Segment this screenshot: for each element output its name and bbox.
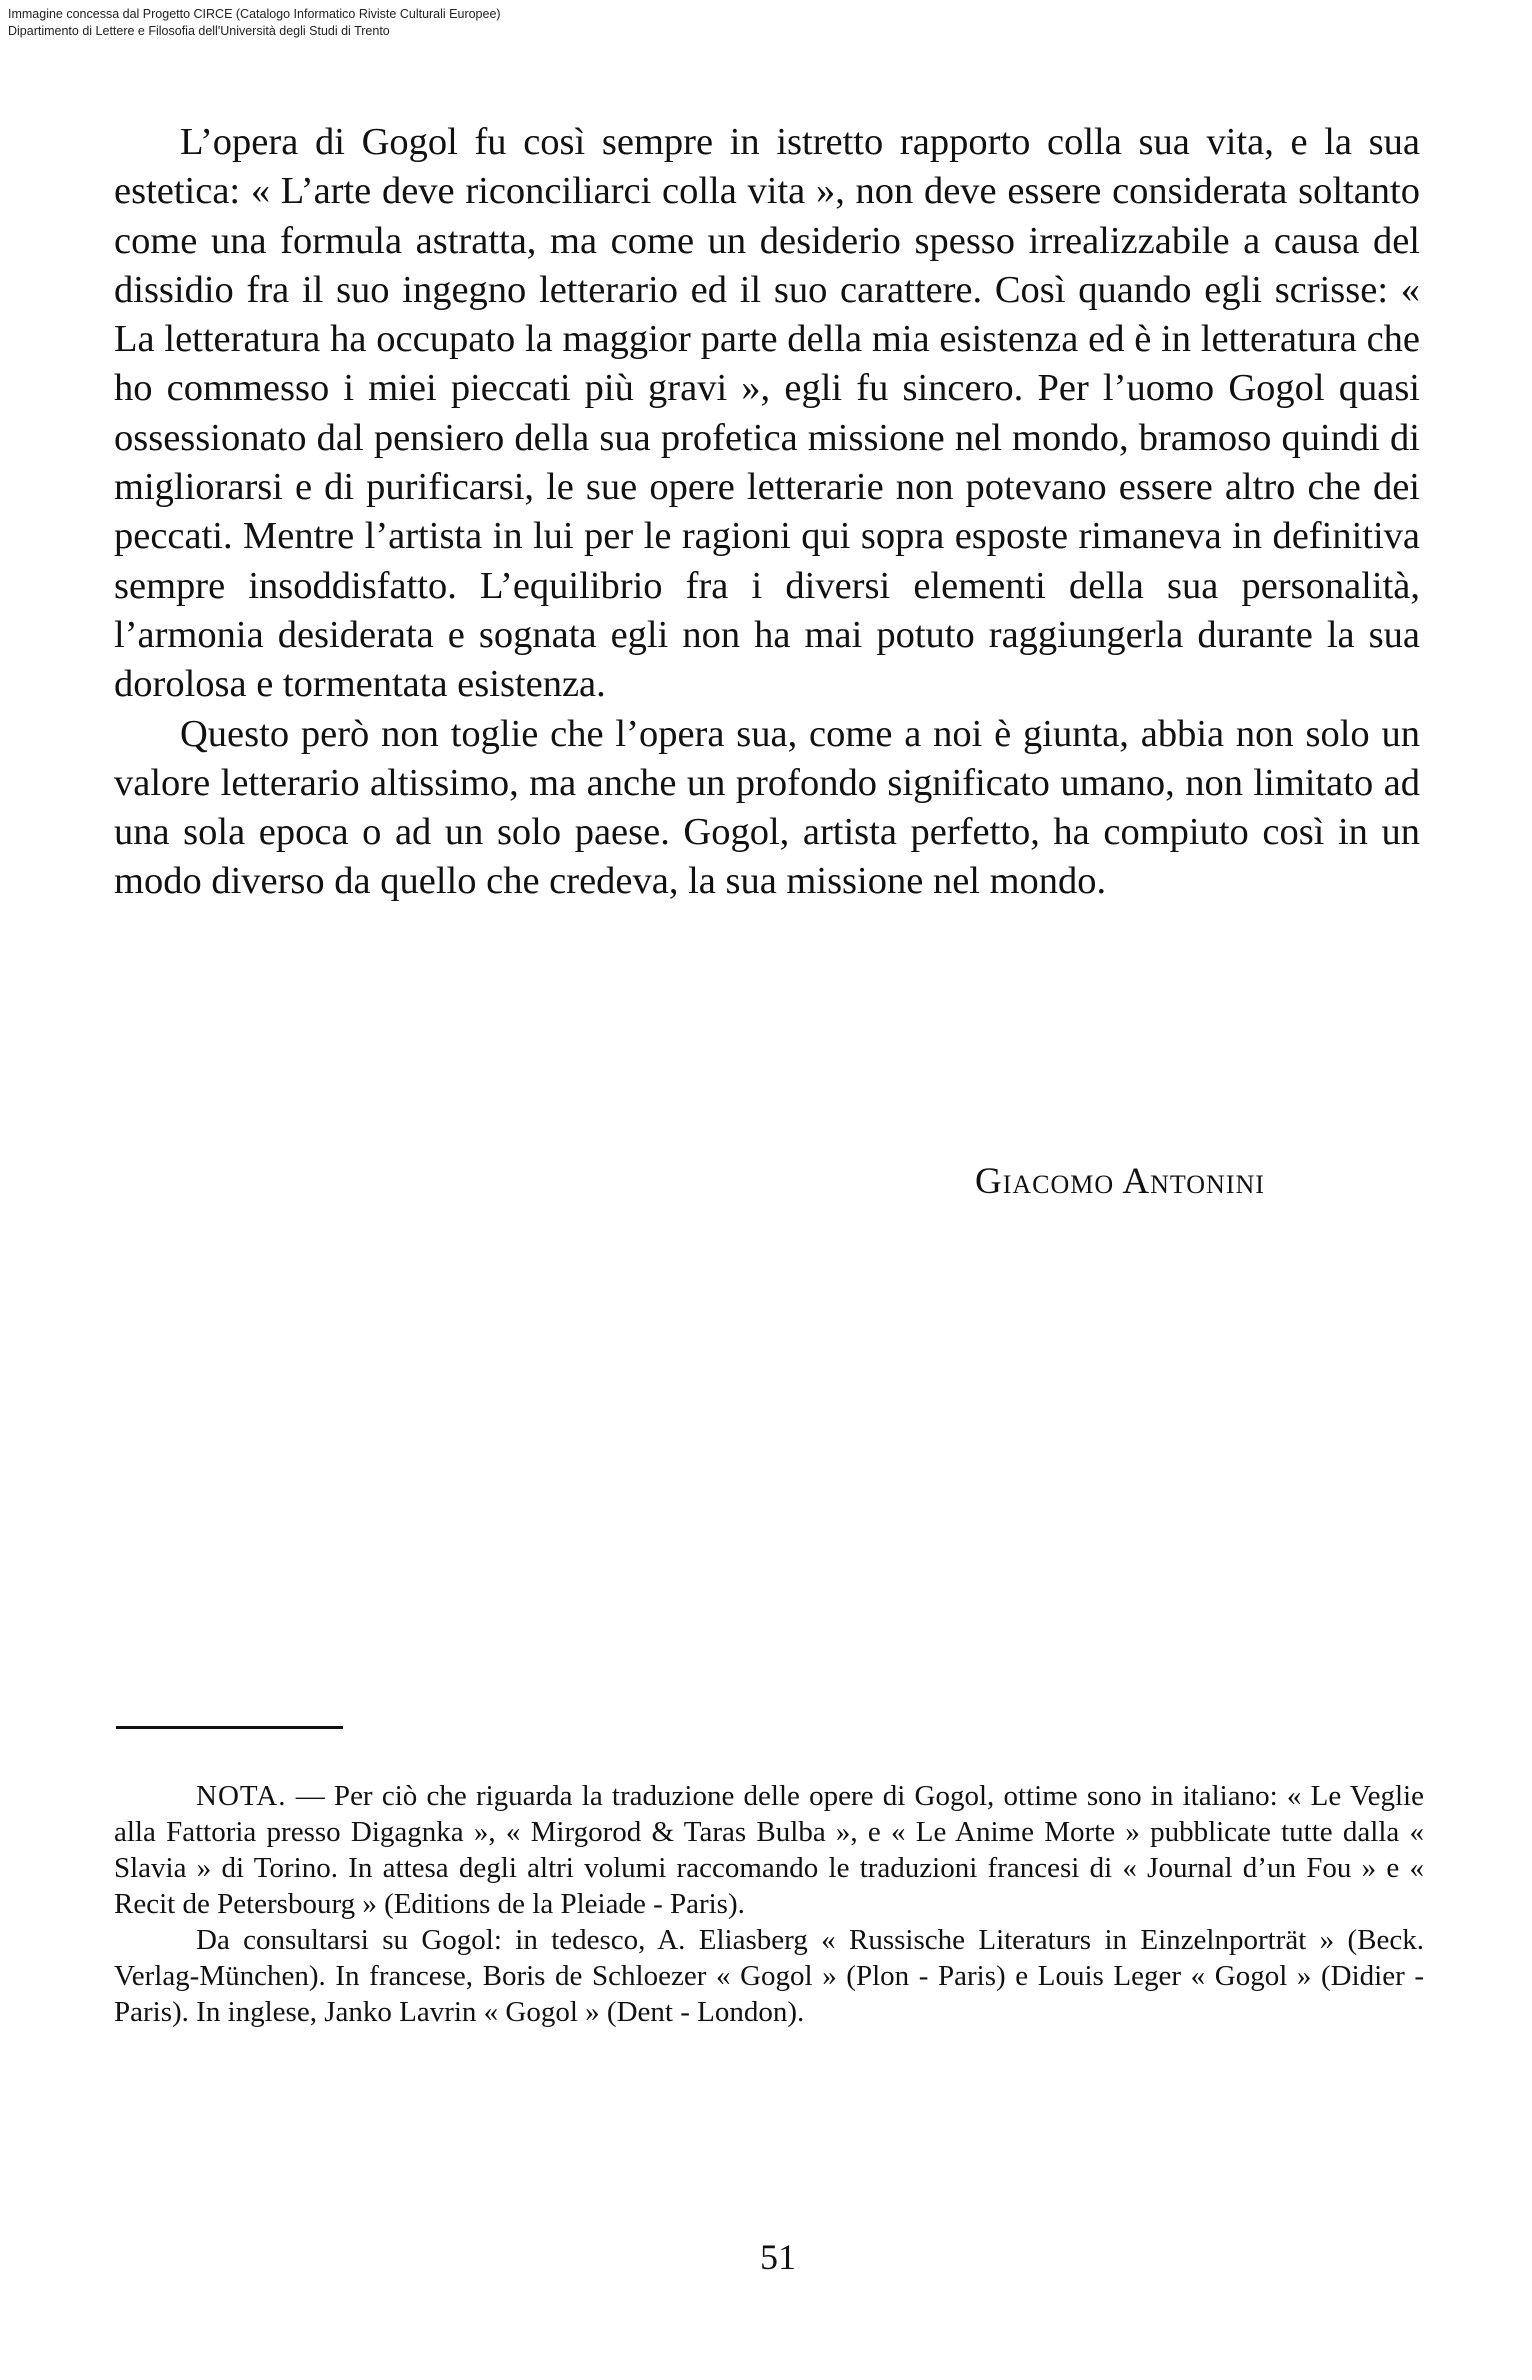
footnote [114,1778,1424,2030]
copyright-line-1: Immagine concessa dal Progetto CIRCE (Catalogo Informatico Riviste Culturali Europee) [8,7,501,21]
page-number: 51 [760,2237,796,2277]
author-signature: Giacomo Antonini [975,1161,1265,1202]
copyright-line-2: Dipartimento di Lettere e Filosofia dell'Università degli Studi di Trento [8,24,390,38]
footnote-paragraph-1-text: — Per ciò che riguarda la traduzione delle opere di Gogol, ottime sono in italiano: « Le Veglie alla Fattoria presso Digagnka », « Mirgorod & Taras Bulba », e « Le Anime Morte » pubblicate tutte dalla « Slavia » di Torino. In attesa degli altri volumi raccomando le traduzioni francesi di « Journal d’un Fou » e « Recit de Petersbourg » (Editions de la Pleiade - Paris). [114,1780,1424,1920]
footnote-paragraph-1 [114,1778,1424,1922]
footnote-divider [116,1726,343,1729]
footnote-paragraph-2: Da consultarsi su Gogol: in tedesco, A. Eliasberg « Russische Literaturs in Einzelnporträt » (Beck. Verlag-München). In francese, Boris de Schloezer « Gogol » (Plon - Paris) e Louis Leger « Gogol » (Didier - Paris). In inglese, Janko Lavrin « Gogol » (Dent - London). [114,1924,1424,2028]
article-paragraph-2: Questo però non toglie che l’opera sua, come a noi è giunta, abbia non solo un valore letterario altissimo, ma anche un profondo significato umano, non limitato ad una sola epoca o ad un solo paese. Gogol, artista perfetto, ha compiuto così in un modo diverso da quello che credeva, la sua missione nel mondo. [114,712,1420,903]
copyright-notice [8,6,501,40]
footnote-label: NOTA. [196,1780,287,1812]
page-number-container [0,2236,1532,2278]
article-paragraph-1: L’opera di Gogol fu così sempre in istretto rapporto colla sua vita, e la sua estetica: « L’arte deve riconciliarci colla vita », non deve essere considerata soltanto come una formula astratta, ma come un desiderio spesso irrealizzabile a causa del dissidio fra il suo ingegno letterario ed il suo carattere. Così quando egli scrisse: « La letteratura ha occupato la maggior parte della mia esistenza ed è in letteratura che ho commesso i miei pieccati più gravi », egli fu sincero. Per l’uomo Gogol quasi ossessionato dal pensiero della sua profetica missione nel mondo, bramoso quindi di migliorarsi e di purificarsi, le sue opere letterarie non potevano essere altro che dei peccati. Mentre l’artista in lui per le ragioni qui sopra esposte rimaneva in definitiva sempre insoddisfatto. L’equilibrio fra i diversi elementi della sua personalità, l’armonia desiderata e sognata egli non ha mai potuto raggiungerla durante la sua dorolosa e tormentata esistenza. [114,121,1420,706]
article-body [114,118,1420,907]
